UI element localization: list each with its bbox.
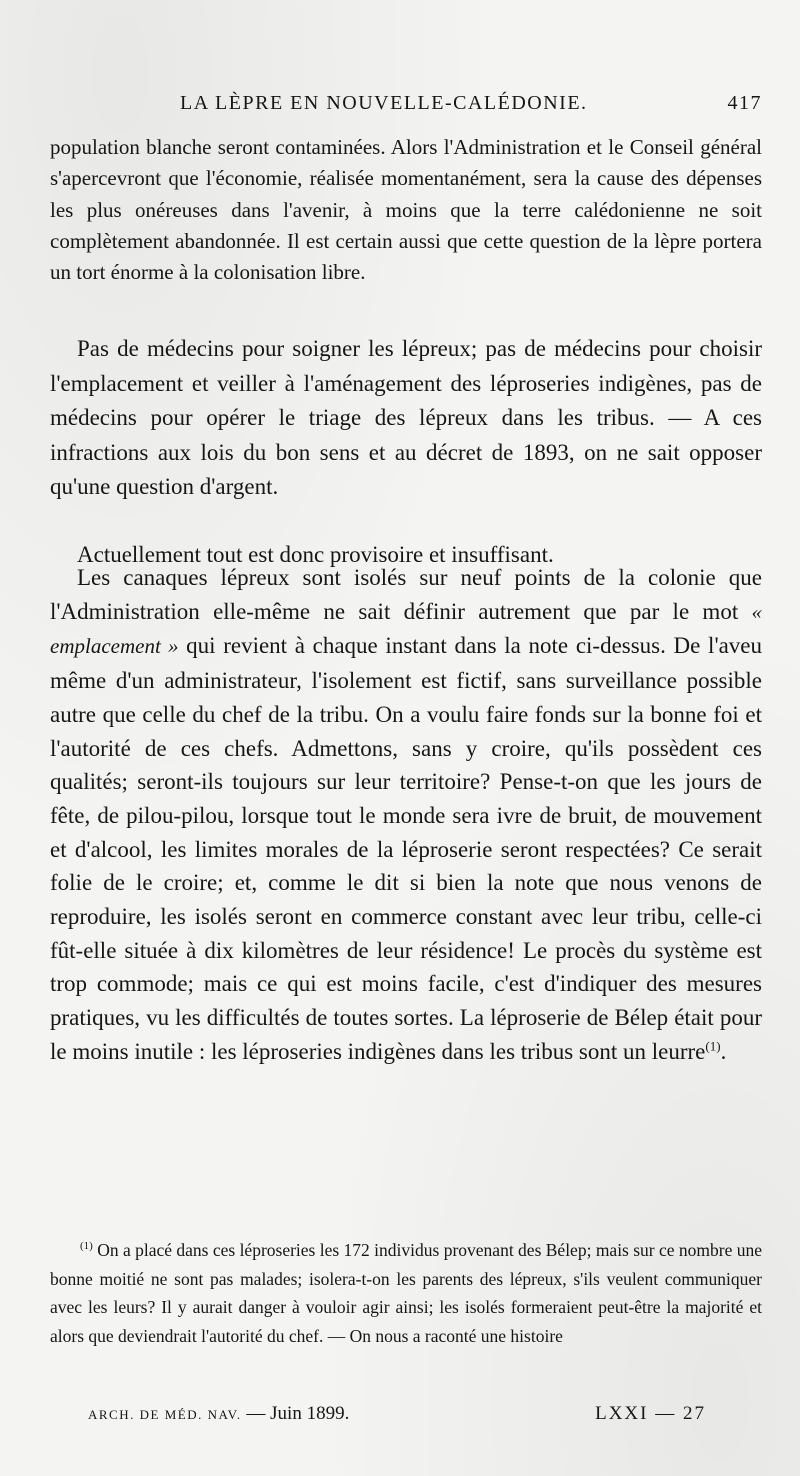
footnote-mark: (1) — [80, 1240, 93, 1253]
page-footer — [88, 1403, 728, 1433]
running-title: LA LÈPRE EN NOUVELLE-CALÉDONIE. — [180, 92, 588, 114]
footer-separator: — — [246, 1403, 266, 1424]
text-run: Les canaques lépreux sont isolés sur neuf points de la colonie que l'Administration elle-même ne sait définir autrement que par le mot — [50, 565, 762, 624]
text-run: . — [720, 1038, 727, 1064]
paragraph-continuation — [50, 132, 762, 288]
footnote — [50, 1236, 762, 1350]
page-number: 417 — [727, 92, 762, 114]
journal-name: ARCH. DE MÉD. NAV. — [88, 1407, 242, 1422]
paragraph-text — [50, 561, 762, 1069]
footer-source — [88, 1403, 349, 1425]
italic-term: « emplacement » — [50, 599, 762, 659]
paragraph-medecins — [50, 332, 762, 505]
footnote-reference[interactable]: (1) — [705, 1038, 721, 1054]
paragraph-text: Actuellement tout est donc provisoire et insuffisant. — [77, 542, 554, 567]
running-head — [50, 92, 762, 120]
paragraph-isolement — [50, 561, 762, 1069]
issue-date: Juin 1899. — [270, 1403, 350, 1424]
signature-mark: LXXI — 27 — [595, 1403, 706, 1424]
paragraph-text: population blanche seront contaminées. Alors l'Administration et le Conseil général s'apercevront que l'économie, réalisée momentanément, sera la cause des dépenses les plus onéreuses dans l'avenir, à moins que la terre calédonienne ne soit complètement abandonnée. Il est certain aussi que cette question de la lèpre portera un tort énorme à la colonisation libre. — [50, 135, 762, 285]
text-run: qui revient à chaque instant dans la note ci-dessus. De l'aveu même d'un administrateur, l'isolement est fictif, sans surveillance possible autre que celle du chef de la tribu. On a voulu faire fonds sur la bonne foi et l'autorité de ces chefs. Admettons, sans y croire, qu'ils possèdent ces qualités; seront-ils toujours sur leur territoire? Pense-t-on que les jours de fête, de pilou-pilou, lorsque tout le monde sera ivre de bruit, de mouvement et d'alcool, les limites morales de la léproserie seront respectées? Ce serait folie de le croire; et, comme le dit si bien la note que nous venons de reproduire, les isolés seront en commerce constant avec leur tribu, celle-ci fût-elle située à dix kilomètres de leur résidence! Le procès du système est trop commode; mais ce qui est moins facile, c'est d'indiquer des mesures pratiques, vu les difficultés de toutes sortes. La léproserie de Bélep était pour le moins inutile : les léproseries indigènes dans les tribus sont un leurre — [50, 633, 763, 1064]
footnote-text — [50, 1236, 762, 1350]
footnote-body: On a placé dans ces léproseries les 172 individus provenant des Bélep; mais sur ce nombre une bonne moitié ne sont pas malades; isolera-t-on les parents des lépreux, s'ils veulent communiquer avec les leurs? Il y aurait danger à vouloir agir ainsi; les isolés formeraient peut-être la majorité et alors que deviendrait l'autorité du chef. — On nous a raconté une histoire — [50, 1240, 763, 1346]
paragraph-text: Pas de médecins pour soigner les lépreux; pas de médecins pour choisir l'emplacement et veiller à l'aménagement des léproseries indigènes, pas de médecins pour opérer le triage des lépreux dans les tribus. — A ces infractions aux lois du bon sens et au décret de 1893, on ne sait opposer qu'une question d'argent. — [50, 336, 762, 499]
